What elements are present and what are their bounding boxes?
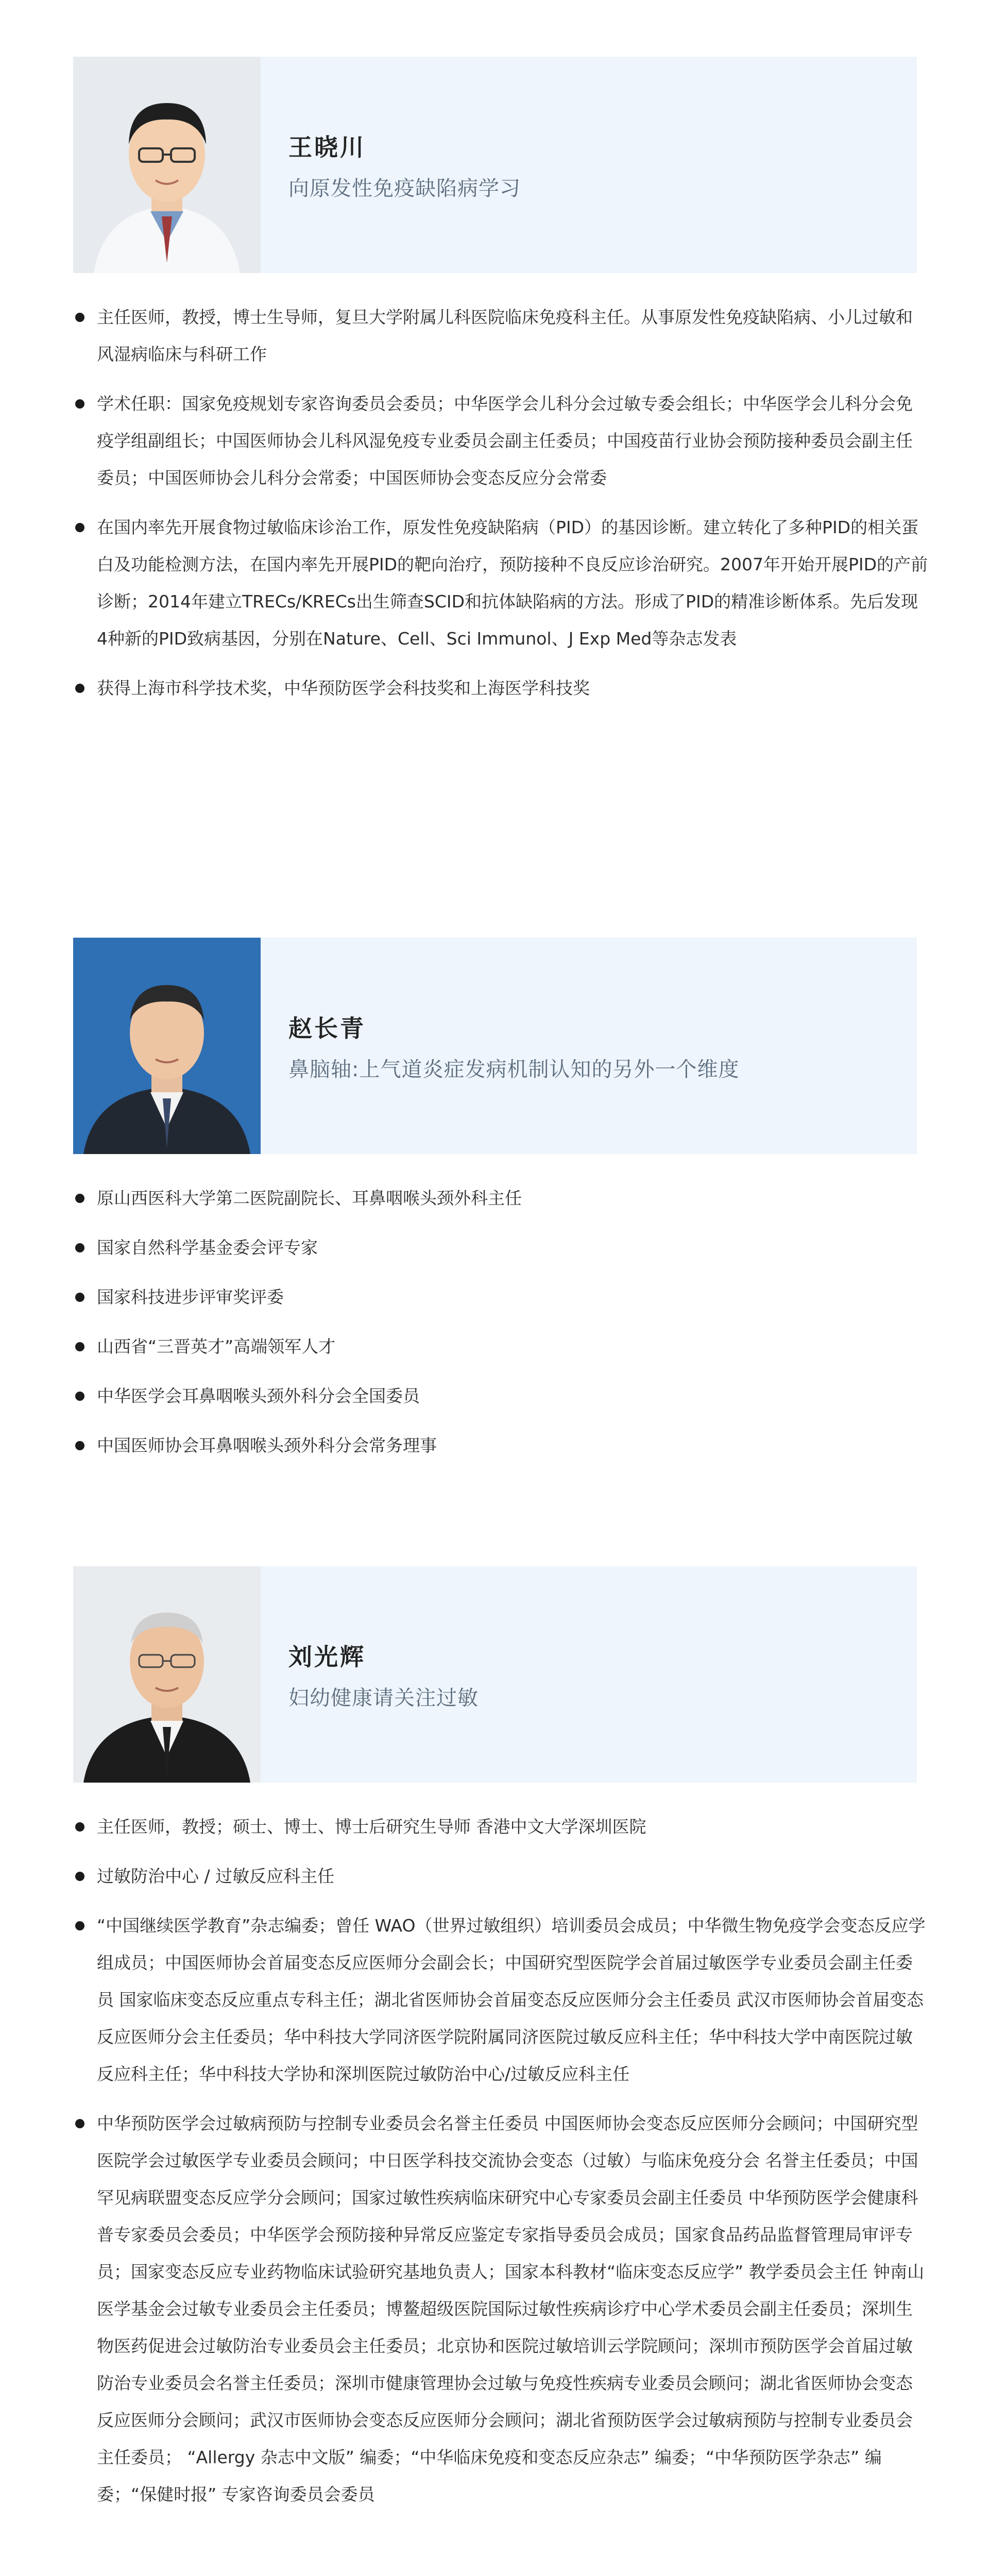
speaker-photo	[73, 938, 261, 1154]
bio-item: 中华医学会耳鼻咽喉头颈外科分会全国委员	[73, 1378, 928, 1415]
speaker-name: 刘光辉	[288, 1642, 366, 1671]
speaker-topic: 妇幼健康请关注过敏	[288, 1686, 479, 1710]
bio-item: 国家自然科学基金委会评专家	[73, 1229, 928, 1266]
card-text	[288, 57, 521, 273]
bio-item: 过敏防治中心 / 过敏反应科主任	[73, 1858, 928, 1895]
speaker-bio-list	[73, 1808, 928, 2526]
bio-item: 中华预防医学会过敏病预防与控制专业委员会名誉主任委员 中国医师协会变态反应医师分会顾问；中国研究型医院学会过敏医学专业委员会顾问；中日医学科技交流协会变态（过敏）与临床免疫分会 名誉主任委员；中国罕见病联盟变态反应学分会顾问；国家过敏性疾病临床研究中心专家委员会副主任委员 中华预防医学会健康科普专家委员会委员；中华医学会预防接种异常反应鉴定专家指导委员会成员；国家食品药品监督管理局审评专员；国家变态反应专业药物临床试验研究基地负责人；国家本科教材“临床变态反应学” 教学委员会主任 钟南山医学基金会过敏专业委员会主任委员；博鳌超级医院国际过敏性疾病诊疗中心学术委员会副主任委员；深圳生物医药促进会过敏防治专业委员会主任委员；北京协和医院过敏培训云学院顾问；深圳市预防医学会首届过敏防治专业委员会名誉主任委员；深圳市健康管理协会过敏与免疫性疾病专业委员会顾问；湖北省医师协会变态反应医师分会顾问；武汉市医师协会变态反应医师分会顾问；湖北省预防医学会过敏病预防与控制专业委员会主任委员； “Allergy 杂志中文版” 编委；“中华临床免疫和变态反应杂志” 编委；“中华预防医学杂志” 编委；“保健时报” 专家咨询委员会委员	[73, 2105, 928, 2513]
speaker-topic: 向原发性免疫缺陷病学习	[288, 176, 521, 200]
speaker-bio-list	[73, 1180, 928, 1477]
speaker-photo	[73, 1566, 261, 1783]
bio-item: 山西省“三晋英才”高端领军人才	[73, 1328, 928, 1365]
portrait-image	[73, 57, 261, 273]
speaker-topic: 鼻脑轴:上气道炎症发病机制认知的另外一个维度	[288, 1057, 740, 1081]
bio-item: 在国内率先开展食物过敏临床诊治工作，原发性免疫缺陷病（PID）的基因诊断。建立转化了多种PID的相关蛋白及功能检测方法，在国内率先开展PID的靶向治疗，预防接种不良反应诊治研究。2007年开始开展PID的产前诊断；2014年建立TRECs/KRECs出生筛查SCID和抗体缺陷病的方法。形成了PID的精准诊断体系。先后发现4种新的PID致病基因，分别在Nature、Cell、Sci Immunol、J Exp Med等杂志发表	[73, 509, 928, 657]
bio-item: “中国继续医学教育”杂志编委；曾任 WAO（世界过敏组织）培训委员会成员；中华微生物免疫学会变态反应学组成员；中国医师协会首届变态反应医师分会副会长；中国研究型医院学会首届过敏医学专业委员会副主任委员 国家临床变态反应重点专科主任；湖北省医师协会首届变态反应医师分会主任委员 武汉市医师协会首届变态反应医师分会主任委员；华中科技大学同济医学院附属同济医院过敏反应科主任；华中科技大学中南医院过敏反应科主任；华中科技大学协和深圳医院过敏防治中心/过敏反应科主任	[73, 1907, 928, 2093]
card-text	[288, 938, 739, 1154]
portrait-image	[73, 1566, 261, 1783]
bio-item: 获得上海市科学技术奖，中华预防医学会科技奖和上海医学科技奖	[73, 670, 928, 707]
speaker-name: 王晓川	[288, 133, 366, 161]
portrait-image	[73, 938, 261, 1154]
bio-item: 学术任职：国家免疫规划专家咨询委员会委员；中华医学会儿科分会过敏专委会组长；中华医学会儿科分会免疫学组副组长；中国医师协会儿科风湿免疫专业委员会副主任委员；中国疫苗行业协会预防接种委员会副主任委员；中国医师协会儿科分会常委；中国医师协会变态反应分会常委	[73, 385, 928, 497]
bio-item: 中国医师协会耳鼻咽喉头颈外科分会常务理事	[73, 1427, 928, 1464]
card-text	[288, 1566, 479, 1783]
speaker-photo	[73, 57, 261, 273]
speaker-name: 赵长青	[288, 1014, 366, 1042]
bio-item: 主任医师，教授；硕士、博士、博士后研究生导师 香港中文大学深圳医院	[73, 1808, 928, 1845]
speaker-bio-list	[73, 299, 928, 719]
bio-item: 主任医师，教授，博士生导师，复旦大学附属儿科医院临床免疫科主任。从事原发性免疫缺陷病、小儿过敏和风湿病临床与科研工作	[73, 299, 928, 373]
bio-item: 国家科技进步评审奖评委	[73, 1279, 928, 1316]
bio-item: 原山西医科大学第二医院副院长、耳鼻咽喉头颈外科主任	[73, 1180, 928, 1217]
